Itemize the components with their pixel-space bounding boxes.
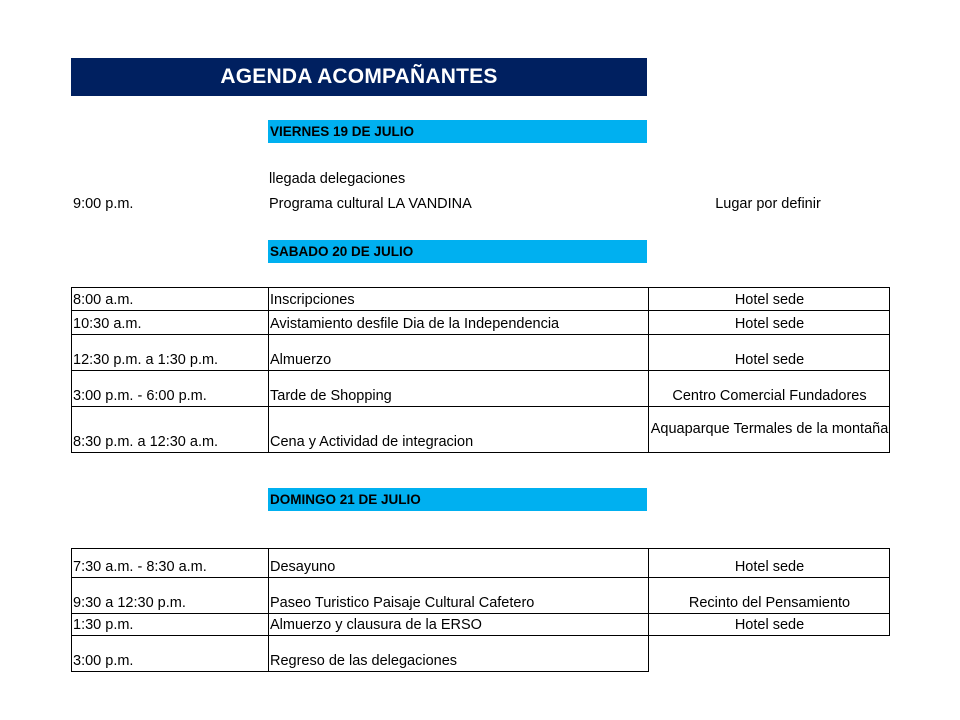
- viernes-time: 9:00 p.m.: [73, 196, 134, 212]
- activity-cell: Avistamiento desfile Dia de la Independencia: [269, 311, 649, 335]
- place-cell: [649, 636, 890, 672]
- time-cell: 3:00 p.m.: [72, 636, 269, 672]
- page-title: AGENDA ACOMPAÑANTES: [71, 58, 647, 96]
- activity-cell: Paseo Turistico Paisaje Cultural Cafetero: [269, 578, 649, 614]
- viernes-place: Lugar por definir: [715, 196, 821, 212]
- activity-cell: Desayuno: [269, 549, 649, 578]
- activity-cell: Cena y Actividad de integracion: [269, 407, 649, 453]
- day-heading-sabado: SABADO 20 DE JULIO: [268, 240, 647, 263]
- table-row: [72, 636, 890, 672]
- activity-cell: Almuerzo y clausura de la ERSO: [269, 614, 649, 636]
- table-row: [72, 311, 890, 335]
- day-heading-domingo: DOMINGO 21 DE JULIO: [268, 488, 647, 511]
- table-row: [72, 335, 890, 371]
- sabado-schedule-table: [71, 287, 890, 453]
- table-row: [72, 288, 890, 311]
- arrival-note: llegada delegaciones: [269, 171, 406, 187]
- table-row: [72, 549, 890, 578]
- activity-cell: Tarde de Shopping: [269, 371, 649, 407]
- time-cell: 10:30 a.m.: [72, 311, 269, 335]
- place-cell: Centro Comercial Fundadores: [649, 371, 890, 407]
- place-cell: Hotel sede: [649, 614, 890, 636]
- place-cell: Hotel sede: [649, 288, 890, 311]
- place-cell: Aquaparque Termales de la montaña: [649, 407, 890, 453]
- time-cell: 1:30 p.m.: [72, 614, 269, 636]
- table-row: [72, 578, 890, 614]
- place-cell: Recinto del Pensamiento: [649, 578, 890, 614]
- time-cell: 12:30 p.m. a 1:30 p.m.: [72, 335, 269, 371]
- activity-cell: Inscripciones: [269, 288, 649, 311]
- time-cell: 3:00 p.m. - 6:00 p.m.: [72, 371, 269, 407]
- table-row: [72, 371, 890, 407]
- place-cell: Hotel sede: [649, 335, 890, 371]
- table-row: [72, 614, 890, 636]
- place-cell: Hotel sede: [649, 549, 890, 578]
- domingo-schedule-table: [71, 548, 890, 672]
- time-cell: 8:00 a.m.: [72, 288, 269, 311]
- activity-cell: Regreso de las delegaciones: [269, 636, 649, 672]
- table-row: [72, 407, 890, 453]
- place-cell: Hotel sede: [649, 311, 890, 335]
- activity-cell: Almuerzo: [269, 335, 649, 371]
- time-cell: 8:30 p.m. a 12:30 a.m.: [72, 407, 269, 453]
- time-cell: 9:30 a 12:30 p.m.: [72, 578, 269, 614]
- time-cell: 7:30 a.m. - 8:30 a.m.: [72, 549, 269, 578]
- day-heading-viernes: VIERNES 19 DE JULIO: [268, 120, 647, 143]
- viernes-activity: Programa cultural LA VANDINA: [269, 196, 472, 212]
